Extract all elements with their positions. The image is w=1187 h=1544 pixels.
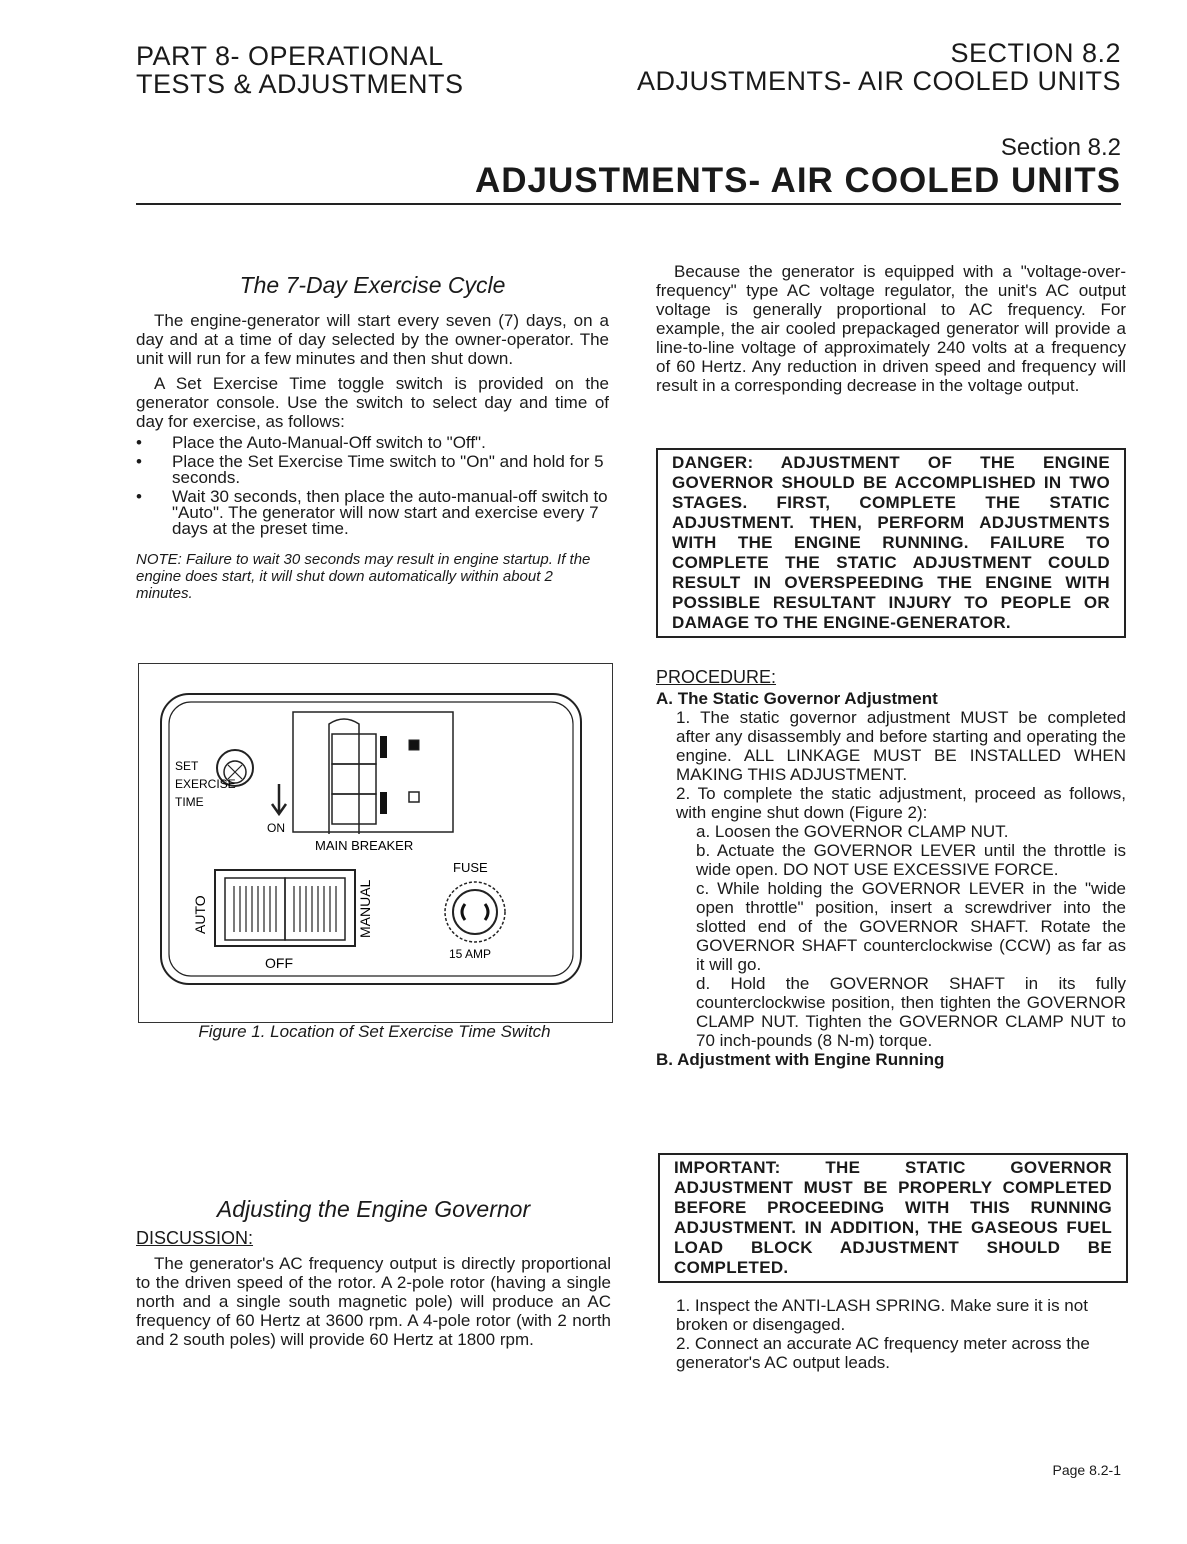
breaker-paddle-mid (332, 764, 376, 794)
toggle-direction-arrow (272, 784, 286, 814)
danger-box (656, 448, 1126, 638)
static-substeps (676, 822, 1126, 1050)
exercise-switch-panel-diagram (139, 664, 612, 1022)
section-number: Section 8.2 (1000, 134, 1121, 161)
figure-1-frame (138, 663, 613, 1023)
main-breaker-label: MAIN BREAKER (315, 838, 414, 853)
exercise-label: EXERCISE (175, 777, 236, 791)
exercise-paragraph-1: The engine-generator will start every seven (7) days, on a day and at a time of day selected by the owner-operator. The unit will run for a few minutes and then shut down. (136, 311, 609, 368)
section-header-line1: SECTION 8.2 (950, 38, 1121, 68)
running-steps (676, 1296, 1126, 1372)
voltage-intro-paragraph: Because the generator is equipped with a "voltage-over-frequency" type AC voltage regulator, the unit's AC output voltage is generally proportional to AC frequency. For example, the air cooled prepackaged generator will provide a line-to-line voltage of approximately 240 volts at a frequency of 60 Hertz. Any reduction in driven speed and frequency will result in a corresponding decrease in the voltage output. (656, 262, 1126, 395)
exercise-step: • Place the Set Exercise Time switch to "On" and hold for 5 seconds. (136, 454, 609, 486)
figure-1-caption: Figure 1. Location of Set Exercise Time Switch (198, 1022, 551, 1041)
static-substep-a: a. Loosen the GOVERNOR CLAMP NUT. (696, 822, 1009, 841)
voltage-intro (656, 262, 1126, 395)
time-label: TIME (175, 795, 204, 809)
breaker-handle-top (380, 736, 387, 758)
discussion-label: DISCUSSION: (136, 1228, 254, 1248)
fuse-label: FUSE (453, 860, 488, 875)
section-header (637, 39, 1121, 95)
fuse-holder-slot (462, 904, 488, 920)
breaker-paddle-bottom (332, 794, 376, 824)
breaker-paddle-top (332, 734, 376, 764)
breaker-handle-bottom (380, 792, 387, 814)
off-label: OFF (265, 955, 293, 971)
manual-label: MANUAL (357, 879, 373, 938)
breaker-off-symbol (409, 792, 419, 802)
page-number: Page 8.2-1 (1052, 1462, 1121, 1478)
exercise-steps (136, 435, 609, 537)
discussion-paragraph: The generator's AC frequency output is directly proportional to the driven speed of the rotor. A 2-pole rotor (having a single north and a single south magnetic pole) will produce an AC frequency of 60 Hertz at 3600 rpm. A 4-pole rotor (with 2 north and 2 south poles) will provide 60 Hertz at 1800 rpm. (136, 1254, 611, 1349)
static-adjustment-steps (656, 708, 1126, 1050)
governor-heading: Adjusting the Engine Governor (216, 1196, 531, 1222)
exercise-step: • Place the Auto-Manual-Off switch to "Off". (136, 435, 609, 451)
procedure-label: PROCEDURE: (656, 667, 777, 687)
exercise-step: • Wait 30 seconds, then place the auto-manual-off switch to "Auto". The generator will now start and exercise every 7 days at the preset time. (136, 489, 609, 537)
auto-label: AUTO (192, 895, 208, 934)
part-header-line1: PART 8- OPERATIONAL (136, 41, 444, 71)
important-box (658, 1153, 1128, 1283)
main-breaker-box (293, 712, 453, 832)
static-step-2: 2. To complete the static adjustment, proceed as follows, with engine shut down (Figure 2): (676, 784, 1126, 822)
static-substep-c: c. While holding the GOVERNOR LEVER in the "wide open throttle" position, insert a screwdriver into the slotted end of the GOVERNOR SHAFT. Rotate the GOVERNOR SHAFT counterclockwise (CCW) as far as it will go. (696, 879, 1126, 974)
danger-text: DANGER: ADJUSTMENT OF THE ENGINE GOVERNOR SHOULD BE ACCOMPLISHED IN TWO STAGES. FIRST, COMPLETE THE STATIC ADJUSTMENT. THEN, PERFORM ADJUSTMENTS WITH THE ENGINE RUNNING. FAILURE TO COMPLETE THE STATIC ADJUSTMENT COULD RESULT IN OVERSPEEDING THE ENGINE WITH POSSIBLE RESULTANT INJURY TO PEOPLE OR DAMAGE TO THE ENGINE-GENERATOR. (672, 453, 1110, 632)
section-title: ADJUSTMENTS- AIR COOLED UNITS (474, 161, 1121, 200)
exercise-section (136, 272, 609, 602)
part-header (136, 42, 464, 98)
part-header-line2: TESTS & ADJUSTMENTS (136, 69, 464, 99)
static-step-1: 1. The static governor adjustment MUST be completed after any disassembly and before starting and operating the engine. ALL LINKAGE MUST BE INSTALLED WHEN MAKING THIS ADJUSTMENT. (676, 708, 1126, 784)
breaker-on-symbol (409, 740, 419, 750)
exercise-note: NOTE: Failure to wait 30 seconds may result in engine startup. If the engine does start, it will shut down automatically within about 2 minutes. (136, 551, 591, 602)
procedure-section (656, 668, 1126, 1069)
amp-label: 15 AMP (449, 947, 492, 961)
exercise-heading: The 7-Day Exercise Cycle (239, 272, 506, 298)
on-label: ON (267, 821, 285, 835)
important-text: IMPORTANT: THE STATIC GOVERNOR ADJUSTMENT MUST BE PROPERLY COMPLETED BEFORE PROCEEDING WITH THIS RUNNING ADJUSTMENT. IN ADDITION, THE GASEOUS FUEL LOAD BLOCK ADJUSTMENT SHOULD BE COMPLETED. (674, 1158, 1112, 1277)
section-header-line2: ADJUSTMENTS- AIR COOLED UNITS (636, 66, 1121, 96)
main-breaker-body (329, 719, 359, 834)
header-rule (136, 203, 1121, 205)
exercise-paragraph-2: A Set Exercise Time toggle switch is provided on the generator console. Use the switch to select day and time of day for exercise, as follows: (136, 374, 609, 431)
governor-section (136, 1196, 611, 1349)
static-substep-b: b. Actuate the GOVERNOR LEVER until the throttle is wide open. DO NOT USE EXCESSIVE FORCE. (696, 841, 1126, 879)
running-step-1: 1. Inspect the ANTI-LASH SPRING. Make sure it is not broken or disengaged. (676, 1296, 1088, 1334)
fuse-holder-cap (453, 890, 497, 934)
static-substep-d: d. Hold the GOVERNOR SHAFT in its fully counterclockwise position, then tighten the GOVERNOR CLAMP NUT. Tighten the GOVERNOR CLAMP NUT to 70 inch-pounds (8 N-m) torque. (696, 974, 1126, 1050)
static-adjustment-heading: A. The Static Governor Adjustment (656, 689, 938, 708)
running-adjustment-heading: B. Adjustment with Engine Running (656, 1050, 945, 1069)
set-label: SET (175, 759, 199, 773)
running-step-2: 2. Connect an accurate AC frequency meter across the generator's AC output leads. (676, 1334, 1090, 1372)
